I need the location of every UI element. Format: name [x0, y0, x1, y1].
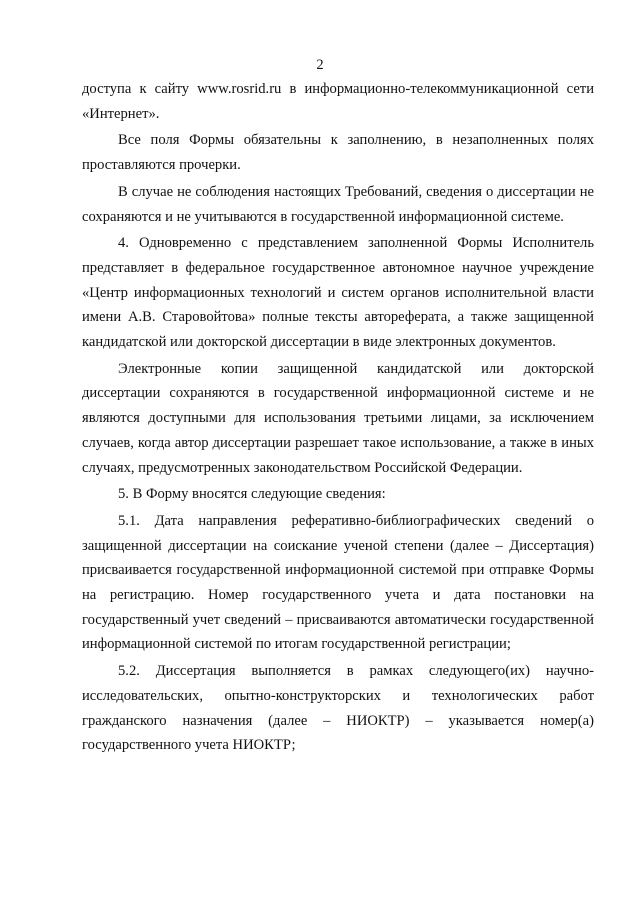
- document-body: [82, 77, 594, 758]
- page-number: 2: [316, 57, 324, 73]
- paragraph-item-4: 4. Одновременно с представлением заполненной Формы Исполнитель представляет в федеральное государственное автономное научное учреждение «Центр информационных технологий и систем органов исполнительной власти имени А.В. Старовойтова» полные тексты автореферата, а также защищенной кандидатской или докторской диссертации в виде электронных документов.: [82, 235, 594, 351]
- paragraph-noncompliance: В случае не соблюдения настоящих Требований, сведения о диссертации не сохраняются и не учитываются в государственной информационной системе.: [82, 183, 594, 225]
- paragraph-item-5-1: 5.1. Дата направления реферативно-библиографических сведений о защищенной диссертации на соискание ученой степени (далее – Диссертация) присваивается государственной информационной системой при отправке Формы на регистрацию. Номер государственного учета и дата постановки на государственный учет сведений – присваиваются автоматически государственной информационной системой по итогам государственной регистрации;: [82, 512, 594, 653]
- paragraph-required-fields: Все поля Формы обязательны к заполнению, в незаполненных полях проставляются прочерки.: [82, 132, 594, 174]
- paragraph-item-5-2: 5.2. Диссертация выполняется в рамках следующего(их) научно-исследовательских, опытно-конструкторских и технологических работ гражданского назначения (далее – НИОКТР) – указывается номер(а) государственного учета НИОКТР;: [82, 663, 594, 754]
- paragraph-item-5: 5. В Форму вносятся следующие сведения:: [118, 486, 386, 503]
- paragraph-internet-access: доступа к сайту www.rosrid.ru в информационно-телекоммуникационной сети «Интернет».: [82, 81, 594, 122]
- paragraph-electronic-copies: Электронные копии защищенной кандидатской или докторской диссертации сохраняются в государственной информационной системе и не являются доступными для использования третьими лицами, за исключением случаев, когда автор диссертации разрешает такое использование, а также в иных случаях, предусмотренных законодательством Российской Федерации.: [82, 360, 594, 476]
